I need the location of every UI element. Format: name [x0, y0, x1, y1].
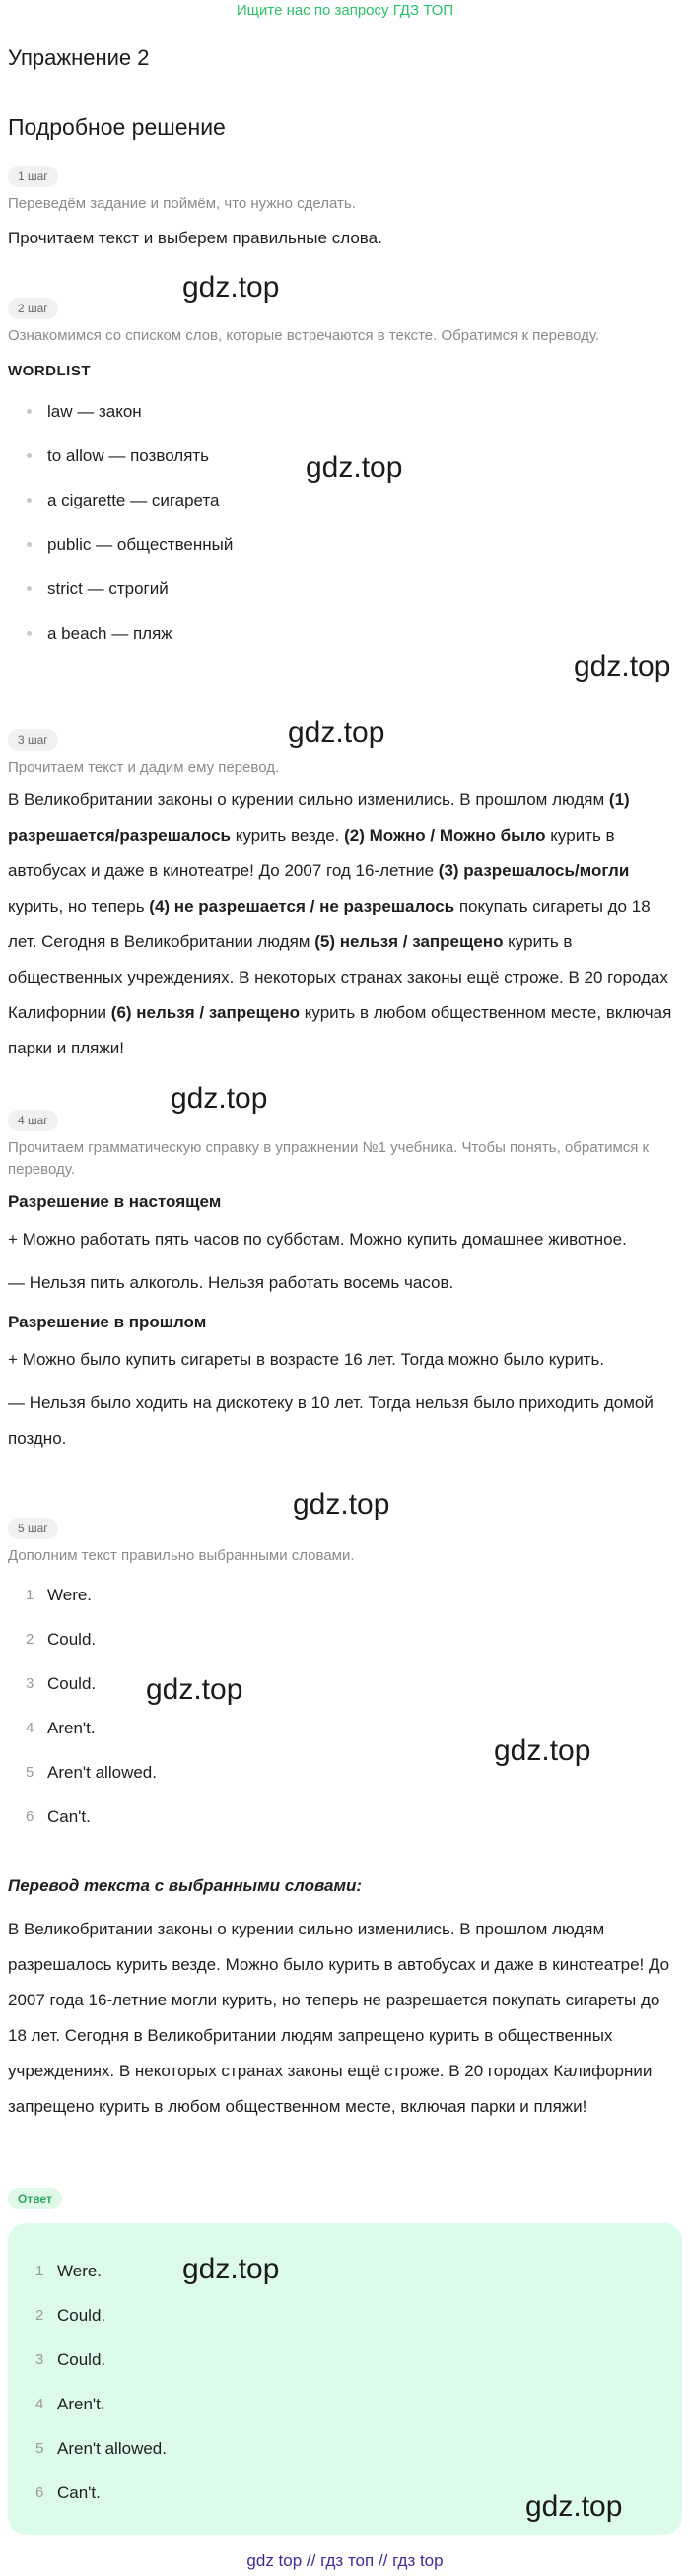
bullet-icon: [27, 453, 32, 458]
list-item: to allow — позволять: [8, 434, 682, 478]
watermark: gdz.top: [293, 1488, 390, 1521]
bullet-icon: [27, 542, 32, 547]
list-item: a cigarette — сигарета: [8, 478, 682, 522]
step-5-badge: 5 шаг: [8, 1518, 58, 1539]
watermark: gdz.top: [146, 1673, 243, 1706]
list-item: 4 Aren't.: [35, 2395, 105, 2413]
present-heading: Разрешение в настоящем: [8, 1192, 222, 1211]
list-item: law — закон: [8, 389, 682, 434]
list-item: public — общественный: [8, 522, 682, 567]
translation-text: В Великобритании законы о курении сильно изменились. В прошлом людям (1) разрешается/разрешалось курить везде. (2) Можно / Можно было курить в автобусах и даже в кинотеатре! До 2007 год 16-летние (3) разрешалось/могли курить, но теперь (4) не разрешается / не разрешалось покупать сигареты до 18 лет. Сегодня в Великобритании людям (5) нельзя / запрещено курить в общественных учреждениях. В некоторых странах законы ещё строже. В 20 городах Калифорнии (6) нельзя / запрещено курить в любом общественном месте, включая парки и пляжи!: [8, 790, 672, 1057]
step-5-hint: Дополним текст правильно выбранными словами.: [8, 1547, 355, 1564]
step-2-badge: 2 шаг: [8, 298, 58, 319]
answer-box: [8, 2223, 682, 2535]
watermark: gdz.top: [494, 1734, 591, 1767]
bullet-icon: [27, 631, 32, 636]
past-plus: + Можно было купить сигареты в возрасте 16 лет. Тогда можно было курить.: [8, 1350, 605, 1369]
wordlist: [8, 389, 682, 655]
list-item: 3 Could.: [35, 2350, 106, 2369]
footer-links[interactable]: gdz top // гдз топ // гдз top: [246, 2551, 444, 2570]
watermark: gdz.top: [182, 2253, 280, 2285]
bullet-icon: [27, 409, 32, 414]
watermark: gdz.top: [182, 271, 280, 304]
answers-list: [8, 1573, 682, 1839]
final-heading: Перевод текста с выбранными словами:: [8, 1876, 363, 1895]
list-item: 2 Could.: [35, 2306, 106, 2325]
answer-list: [18, 2249, 682, 2515]
list-item: 1 Were.: [35, 2262, 103, 2280]
list-item: 5 Aren't allowed.: [26, 1763, 157, 1782]
list-item: 2 Could.: [26, 1630, 97, 1649]
watermark: gdz.top: [171, 1082, 268, 1115]
list-item: a beach — пляж: [8, 611, 682, 655]
step-4-hint: Прочитаем грамматическую справку в упражнении №1 учебника. Чтобы понять, обратимся к переводу.: [8, 1139, 650, 1178]
watermark: gdz.top: [306, 451, 403, 484]
step-1-hint: Переведём задание и поймём, что нужно сделать.: [8, 195, 356, 212]
bullet-icon: [27, 498, 32, 503]
final-translation: В Великобритании законы о курении сильно изменились. В прошлом людям разрешалось курить везде. Можно было курить в автобусах и даже в кинотеатре! До 2007 года 16-летние могли курить, но теперь не разрешается покупать сигареты до 18 лет. Сегодня в Великобритании людям запрещено курить в общественных учреждениях. В некоторых странах законы ещё строже. В 20 городах Калифорнии запрещено курить в любом общественном месте, включая парки и пляжи!: [8, 1920, 670, 2116]
answer-badge: Ответ: [8, 2188, 62, 2209]
list-item: 6 Can't.: [26, 1807, 91, 1826]
step-2-hint: Ознакомимся со списком слов, которые встречаются в тексте. Обратимся к переводу.: [8, 327, 600, 344]
present-minus: — Нельзя пить алкоголь. Нельзя работать восемь часов.: [8, 1273, 454, 1292]
list-item: 6 Can't.: [35, 2483, 101, 2502]
step-4-badge: 4 шаг: [8, 1110, 58, 1131]
list-item: 5 Aren't allowed.: [35, 2439, 167, 2458]
page-title: Упражнение 2: [8, 45, 150, 70]
watermark: gdz.top: [288, 716, 385, 749]
wordlist-title: WORDLIST: [8, 363, 91, 379]
step-3-hint: Прочитаем текст и дадим ему перевод.: [8, 759, 280, 776]
section-subtitle: Подробное решение: [8, 114, 226, 140]
past-heading: Разрешение в прошлом: [8, 1313, 207, 1331]
step-3-badge: 3 шаг: [8, 729, 58, 751]
list-item: 3 Could.: [26, 1674, 97, 1693]
watermark: gdz.top: [525, 2490, 623, 2523]
past-minus: — Нельзя было ходить на дискотеку в 10 лет. Тогда нельзя было приходить домой поздно.: [8, 1393, 654, 1448]
search-banner: Ищите нас по запросу ГДЗ ТОП: [236, 2, 454, 19]
list-item: 4 Aren't.: [26, 1719, 96, 1737]
present-plus: + Можно работать пять часов по субботам. Можно купить домашнее животное.: [8, 1230, 627, 1249]
list-item: strict — строгий: [8, 567, 682, 611]
bullet-icon: [27, 586, 32, 591]
watermark: gdz.top: [574, 650, 671, 683]
step-1-text: Прочитаем текст и выберем правильные слова.: [8, 229, 382, 247]
step-1-badge: 1 шаг: [8, 166, 58, 187]
list-item: 1 Were.: [26, 1586, 93, 1604]
